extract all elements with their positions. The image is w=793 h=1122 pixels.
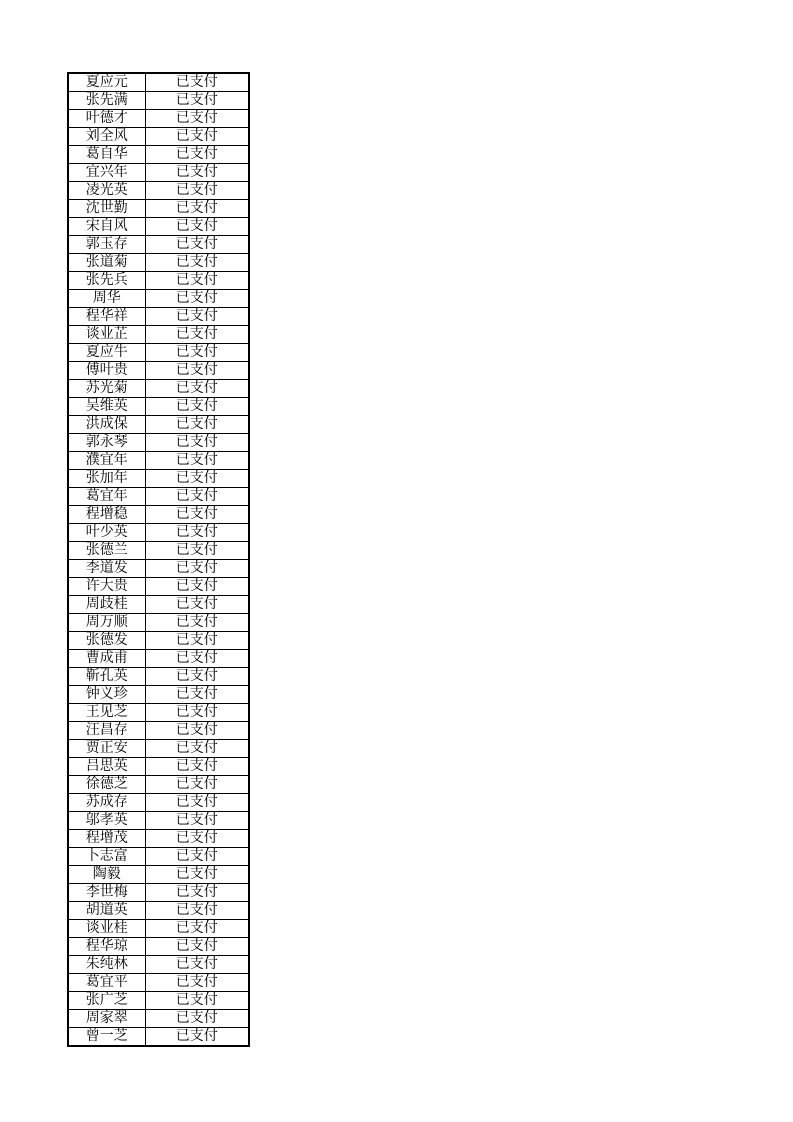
name-cell: 苏成存 xyxy=(68,794,145,812)
name-cell: 张道菊 xyxy=(68,254,145,272)
payment-status-cell: 已支付 xyxy=(145,1028,249,1047)
table-row xyxy=(68,1010,249,1028)
table-row xyxy=(68,758,249,776)
name-cell: 宋自风 xyxy=(68,218,145,236)
table-body xyxy=(68,73,249,1046)
payment-status-cell: 已支付 xyxy=(145,596,249,614)
name-cell: 程增茂 xyxy=(68,830,145,848)
name-cell: 葛宜平 xyxy=(68,974,145,992)
table-row xyxy=(68,524,249,542)
payment-status-cell: 已支付 xyxy=(145,200,249,218)
table-row xyxy=(68,776,249,794)
name-cell: 朱纯林 xyxy=(68,956,145,974)
name-cell: 洪成保 xyxy=(68,416,145,434)
table-row xyxy=(68,272,249,290)
table-row xyxy=(68,146,249,164)
table-row xyxy=(68,884,249,902)
table-row xyxy=(68,128,249,146)
payment-status-cell: 已支付 xyxy=(145,956,249,974)
payment-status-cell: 已支付 xyxy=(145,758,249,776)
name-cell: 苏光菊 xyxy=(68,380,145,398)
name-cell: 宜兴年 xyxy=(68,164,145,182)
table-row xyxy=(68,362,249,380)
payment-status-cell: 已支付 xyxy=(145,866,249,884)
payment-status-cell: 已支付 xyxy=(145,740,249,758)
payment-status-cell: 已支付 xyxy=(145,794,249,812)
name-cell: 周华 xyxy=(68,290,145,308)
table-row xyxy=(68,866,249,884)
table-row xyxy=(68,686,249,704)
name-cell: 靳孔英 xyxy=(68,668,145,686)
payment-status-cell: 已支付 xyxy=(145,848,249,866)
name-cell: 胡道英 xyxy=(68,902,145,920)
table-row xyxy=(68,974,249,992)
payment-status-cell: 已支付 xyxy=(145,272,249,290)
name-cell: 郭玉存 xyxy=(68,236,145,254)
table-row xyxy=(68,506,249,524)
payment-status-cell: 已支付 xyxy=(145,812,249,830)
name-cell: 濮宜年 xyxy=(68,452,145,470)
name-cell: 王见芝 xyxy=(68,704,145,722)
name-cell: 吕思英 xyxy=(68,758,145,776)
name-cell: 程华祥 xyxy=(68,308,145,326)
table-row xyxy=(68,344,249,362)
table-row xyxy=(68,920,249,938)
name-cell: 汪昌存 xyxy=(68,722,145,740)
table-row xyxy=(68,992,249,1010)
payment-status-cell: 已支付 xyxy=(145,488,249,506)
table-row xyxy=(68,236,249,254)
payment-status-cell: 已支付 xyxy=(145,722,249,740)
table-row xyxy=(68,632,249,650)
name-cell: 邬孝英 xyxy=(68,812,145,830)
table-row xyxy=(68,614,249,632)
payment-status-cell: 已支付 xyxy=(145,308,249,326)
name-cell: 叶德才 xyxy=(68,110,145,128)
payment-status-cell: 已支付 xyxy=(145,938,249,956)
name-cell: 张先满 xyxy=(68,92,145,110)
payment-status-cell: 已支付 xyxy=(145,290,249,308)
table-row xyxy=(68,938,249,956)
payment-status-cell: 已支付 xyxy=(145,452,249,470)
payment-status-cell: 已支付 xyxy=(145,362,249,380)
name-cell: 曹成甫 xyxy=(68,650,145,668)
name-cell: 吴维英 xyxy=(68,398,145,416)
table-row xyxy=(68,848,249,866)
payment-status-cell: 已支付 xyxy=(145,614,249,632)
name-cell: 许大贵 xyxy=(68,578,145,596)
table-row xyxy=(68,488,249,506)
name-cell: 李世梅 xyxy=(68,884,145,902)
table-row xyxy=(68,470,249,488)
payment-status-cell: 已支付 xyxy=(145,380,249,398)
table-row xyxy=(68,560,249,578)
name-cell: 谈业桂 xyxy=(68,920,145,938)
payment-status-cell: 已支付 xyxy=(145,398,249,416)
payment-status-cell: 已支付 xyxy=(145,920,249,938)
table-row xyxy=(68,416,249,434)
name-cell: 张德发 xyxy=(68,632,145,650)
table-row xyxy=(68,1028,249,1047)
table-row xyxy=(68,182,249,200)
payment-status-cell: 已支付 xyxy=(145,650,249,668)
payment-status-cell: 已支付 xyxy=(145,470,249,488)
name-cell: 周家翠 xyxy=(68,1010,145,1028)
table-row xyxy=(68,812,249,830)
name-cell: 傅叶贵 xyxy=(68,362,145,380)
name-cell: 张广芝 xyxy=(68,992,145,1010)
payment-status-cell: 已支付 xyxy=(145,182,249,200)
name-cell: 曾一芝 xyxy=(68,1028,145,1047)
payment-status-cell: 已支付 xyxy=(145,974,249,992)
name-cell: 夏应牛 xyxy=(68,344,145,362)
table-row xyxy=(68,830,249,848)
table-row xyxy=(68,596,249,614)
payment-status-cell: 已支付 xyxy=(145,704,249,722)
name-cell: 李道发 xyxy=(68,560,145,578)
name-cell: 周万顺 xyxy=(68,614,145,632)
payment-status-table xyxy=(67,72,250,1047)
payment-status-cell: 已支付 xyxy=(145,542,249,560)
name-cell: 张德兰 xyxy=(68,542,145,560)
name-cell: 叶少英 xyxy=(68,524,145,542)
table-row xyxy=(68,542,249,560)
table-row xyxy=(68,434,249,452)
payment-status-cell: 已支付 xyxy=(145,578,249,596)
name-cell: 郭永琴 xyxy=(68,434,145,452)
payment-status-cell: 已支付 xyxy=(145,668,249,686)
payment-status-cell: 已支付 xyxy=(145,434,249,452)
payment-status-cell: 已支付 xyxy=(145,254,249,272)
payment-status-cell: 已支付 xyxy=(145,236,249,254)
table-row xyxy=(68,722,249,740)
payment-status-cell: 已支付 xyxy=(145,92,249,110)
payment-status-cell: 已支付 xyxy=(145,1010,249,1028)
payment-status-cell: 已支付 xyxy=(145,416,249,434)
name-cell: 夏应元 xyxy=(68,73,145,92)
name-cell: 周歧桂 xyxy=(68,596,145,614)
payment-status-cell: 已支付 xyxy=(145,992,249,1010)
table-row xyxy=(68,398,249,416)
table-row xyxy=(68,218,249,236)
payment-status-cell: 已支付 xyxy=(145,344,249,362)
payment-status-cell: 已支付 xyxy=(145,146,249,164)
table-row xyxy=(68,110,249,128)
name-cell: 刘全风 xyxy=(68,128,145,146)
table-row xyxy=(68,794,249,812)
table-row xyxy=(68,668,249,686)
payment-status-cell: 已支付 xyxy=(145,110,249,128)
payment-status-cell: 已支付 xyxy=(145,884,249,902)
table-row xyxy=(68,740,249,758)
name-cell: 张加年 xyxy=(68,470,145,488)
name-cell: 葛宜年 xyxy=(68,488,145,506)
payment-status-cell: 已支付 xyxy=(145,164,249,182)
name-cell: 钟义珍 xyxy=(68,686,145,704)
payment-status-cell: 已支付 xyxy=(145,326,249,344)
table-row xyxy=(68,650,249,668)
name-cell: 葛自华 xyxy=(68,146,145,164)
table-row xyxy=(68,902,249,920)
name-cell: 张先兵 xyxy=(68,272,145,290)
table-row xyxy=(68,380,249,398)
payment-status-cell: 已支付 xyxy=(145,776,249,794)
payment-status-cell: 已支付 xyxy=(145,506,249,524)
name-cell: 谈业芷 xyxy=(68,326,145,344)
payment-status-cell: 已支付 xyxy=(145,560,249,578)
payment-status-cell: 已支付 xyxy=(145,686,249,704)
table-row xyxy=(68,308,249,326)
table-row xyxy=(68,704,249,722)
name-cell: 陶毅 xyxy=(68,866,145,884)
table-row xyxy=(68,578,249,596)
name-cell: 沈世勤 xyxy=(68,200,145,218)
table-row xyxy=(68,73,249,92)
name-cell: 卜志富 xyxy=(68,848,145,866)
payment-status-cell: 已支付 xyxy=(145,902,249,920)
table-row xyxy=(68,326,249,344)
name-cell: 程华琼 xyxy=(68,938,145,956)
payment-status-cell: 已支付 xyxy=(145,632,249,650)
payment-status-cell: 已支付 xyxy=(145,830,249,848)
payment-status-cell: 已支付 xyxy=(145,524,249,542)
name-cell: 凌光英 xyxy=(68,182,145,200)
name-cell: 徐德芝 xyxy=(68,776,145,794)
name-cell: 程增稳 xyxy=(68,506,145,524)
table-row xyxy=(68,254,249,272)
payment-status-cell: 已支付 xyxy=(145,128,249,146)
name-cell: 贾正安 xyxy=(68,740,145,758)
payment-status-cell: 已支付 xyxy=(145,73,249,92)
table-row xyxy=(68,92,249,110)
table-row xyxy=(68,452,249,470)
payment-status-cell: 已支付 xyxy=(145,218,249,236)
table-row xyxy=(68,956,249,974)
table-row xyxy=(68,290,249,308)
table-row xyxy=(68,164,249,182)
table-row xyxy=(68,200,249,218)
